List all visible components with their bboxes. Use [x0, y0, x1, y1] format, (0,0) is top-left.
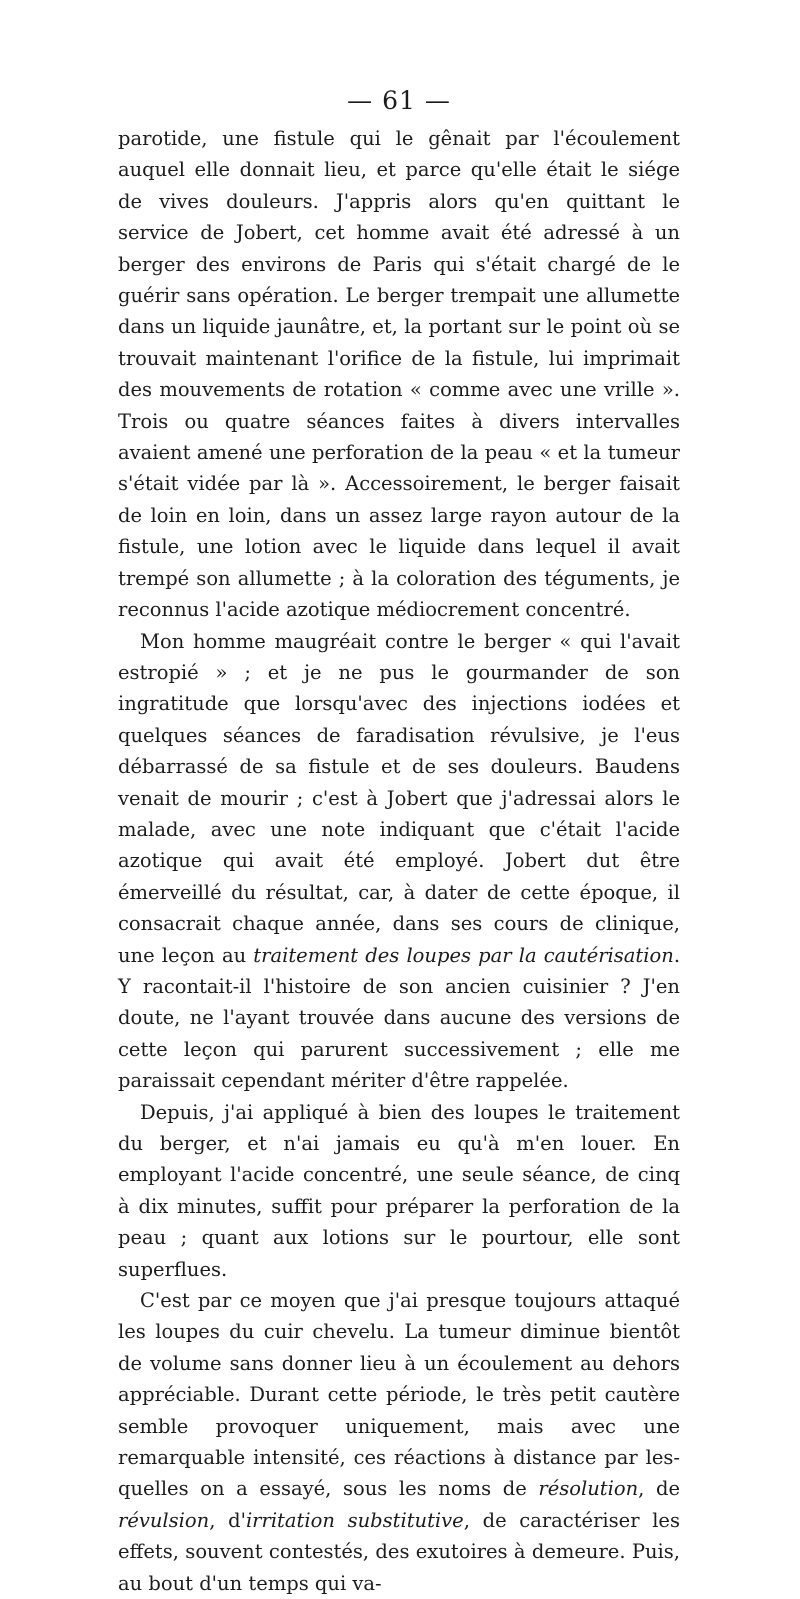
italic-term-irritation: irritation substitutive [245, 1508, 464, 1532]
paragraph-text: , d' [209, 1508, 246, 1532]
italic-title: traitement des loupes par la cautérisation [253, 943, 674, 967]
page-number: — 61 — [347, 86, 451, 115]
paragraph-text: Depuis, j'ai appliqué à bien des loupes le traitement du berger, et n'ai jamais eu qu'à m'en louer. En employant l'acide concentré, une seule séance, de cinq à dix minutes, suffit pour préparer la perforation de la peau ; quant aux lotions sur le pourtour, elle sont superflues. [118, 1100, 680, 1281]
paragraph-text: . Y racontait-il l'histoire de son ancien cuisinier ? J'en doute, ne l'ayant trouvée dans aucune des versions de cette leçon qui parurent successivement ; elle me paraissait cependant mériter d'être rappelée. [118, 943, 681, 1093]
paragraph-text: parotide, une fistule qui le gênait par l'écoulement auquel elle donnait lieu, et parce qu'elle était le siége de vives douleurs. J'appris alors qu'en quittant le service de Jobert, cet homme avait été adressé à un berger des environs de Paris qui s'était chargé de le guérir sans opération. Le berger trempait une allumette dans un liquide jaunâtre, et, la portant sur le point où se trouvait maintenant l'orifice de la fistule, lui imprimait des mouvements de rotation « comme avec une vrille ». Trois ou quatre séances faites à divers intervalles avaient amené une perforation de la peau « et la tumeur s'était vidée par là ». Accessoirement, le berger faisait de loin en loin, dans un assez large rayon autour de la fistule, une lotion avec le liquide dans lequel il avait trempé son allumette ; à la coloration des téguments, je reconnus l'acide azotique médiocrement concentré. [118, 127, 680, 622]
paragraph-text: , de caractériser les effets, souvent contestés, des exutoires à demeure. Puis, au bout d'un temps qui va- [118, 1508, 680, 1595]
paragraph-1 [118, 123, 680, 626]
italic-term-resolution: résolution [538, 1477, 639, 1501]
italic-term-revulsion: révulsion [118, 1508, 210, 1532]
book-page [118, 86, 681, 1595]
paragraph-text: Mon homme maugréait contre le berger « qui l'avait estropié » ; et je ne pus le gourmander de son ingratitude que lorsqu'avec des injections iodées et quelques séances de faradisation révulsive, je l'eus débarrassé de sa fistule et de ses douleurs. Baudens venait de mourir ; c'est à Jobert que j'adressai alors le malade, avec une note indiquant que c'était l'acide azotique qui avait été employé. Jobert dut être émerveillé du résultat, car, à dater de cette époque, il consacrait chaque année, dans ses cours de clinique, une leçon au [118, 629, 680, 967]
paragraph-3 [118, 1097, 680, 1285]
paragraph-text: C'est par ce moyen que j'ai presque toujours attaqué les loupes du cuir chevelu. La tumeur diminue bientôt de volume sans donner lieu à un écoulement au dehors appréciable. Durant cette période, le très petit cautère semble provoquer uniquement, mais avec une remarquable intensité, ces réactions à distance par lesquelles on a essayé, sous les noms de [118, 1289, 680, 1501]
paragraph-4 [118, 1285, 680, 1599]
paragraph-2 [118, 626, 680, 1097]
paragraph-text: , de [638, 1477, 681, 1501]
